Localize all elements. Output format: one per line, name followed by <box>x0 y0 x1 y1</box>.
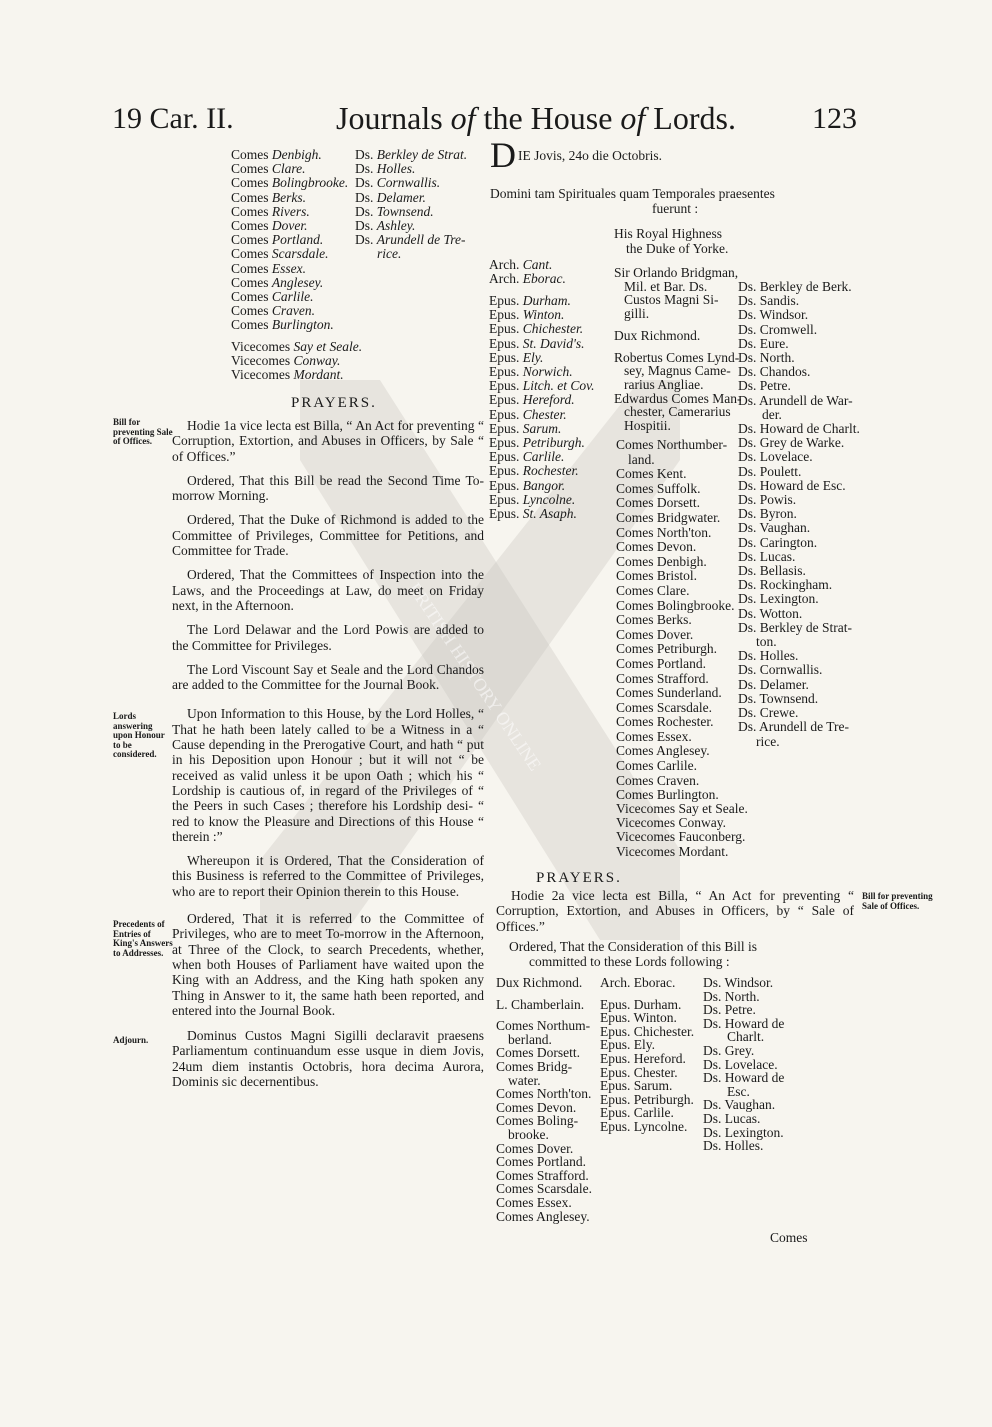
prayers-heading-right: PRAYERS. <box>536 870 622 886</box>
barons-list: Ds. Berkley de Berk. Ds. Sandis. Ds. Windsor. Ds. Cromwell. Ds. Eure. Ds. North. Ds. Chandos. Ds. Petre. Ds. Arundell de War- der. Ds. Howard de Charlt. Ds. Grey de Warke. Ds. Lovelace. Ds. Poulett. Ds. Howard de Esc. Ds. Powis. Ds. Byron. Ds. Vaughan. Ds. Carington. Ds. Lucas. Ds. Bellasis. Ds. Rockingham. Ds. Lexington. Ds. Wotton. Ds. Berkley de Strat- ton. Ds. Holles. Ds. Cornwallis. Ds. Delamer. Ds. Townsend. Ds. Crewe. Ds. Arundell de Tre- rice. <box>738 279 860 749</box>
list-item: Comes Essex. <box>231 260 307 276</box>
list-item: Epus. Hereford. <box>489 392 575 408</box>
list-item: Epus. Carlile. <box>489 449 565 465</box>
prayers-heading: PRAYERS. <box>291 395 377 411</box>
list-item: Epus. St. David's. <box>489 335 585 351</box>
list-item: rice. <box>377 246 402 262</box>
ordered-line: Ordered, That the Consideration of this Bill is committed to these Lords following : <box>509 939 757 969</box>
right-vicecomites-list: Vicecomes Say et Seale. Vicecomes Conway. Vicecomes Fauconberg. Vicecomes Mordant. <box>616 801 748 859</box>
list-item: Comes Denbigh. <box>231 147 322 162</box>
list-item: Comes Portland. <box>231 232 324 248</box>
list-item: Comes Rivers. <box>231 203 310 219</box>
right-comites-list: Comes Northumber- land. Comes Kent. Comes Suffolk. Comes Dorsett. Comes Bridgwater. Comes North'ton. Comes Devon. Comes Denbigh. Comes Bristol. Comes Clare. Comes Bolingbrooke. Comes Berks. Comes Dover. Comes Petriburgh. Comes Portland. Comes Strafford. Comes Sunderland. Comes Scarsdale. Comes Rochester. Comes Essex. Comes Anglesey. Comes Carlile. Comes Craven. Comes Burlington. <box>616 437 735 803</box>
domini-line: Domini tam Spirituales quam Temporales praesentes fuerunt : <box>490 186 775 216</box>
committee-col-3: Ds. Windsor. Ds. North. Ds. Petre. Ds. Howard de Charlt. Ds. Grey. Ds. Lovelace. Ds. Howard de Esc. Ds. Vaughan. Ds. Lucas. Ds. Lexington. Ds. Holles. <box>703 975 785 1154</box>
list-item: Arch. Cant. <box>489 257 553 272</box>
paragraph: Ordered, That this Bill be read the Second Time To-morrow Morning. <box>172 472 484 504</box>
list-item: Epus. Ely. <box>489 349 544 365</box>
running-head-title: Journals of the House of Lords. <box>336 100 736 136</box>
left-domini-list <box>355 148 467 262</box>
list-item: Epus. Durham. <box>489 293 571 308</box>
list-item: Comes Craven. <box>231 303 316 319</box>
margin-note-adjourn: Adjourn. <box>113 1035 149 1045</box>
list-item: Epus. Norwich. <box>489 364 573 380</box>
list-item: Comes Clare. <box>231 161 306 177</box>
list-item: Ds. Holles. <box>355 161 416 177</box>
list-item: Epus. Litch. et Cov. <box>489 378 595 394</box>
list-item: Epus. Bangor. <box>489 477 566 493</box>
royal-highness: His Royal Highness the Duke of Yorke. <box>614 226 729 256</box>
running-head-left: 19 Car. II. <box>112 102 234 135</box>
list-item: Epus. Lyncolne. <box>489 491 576 507</box>
list-item: Epus. Chester. <box>489 406 567 422</box>
paragraph: Ordered, That it is referred to the Committee of Privileges, who are to meet To-morrow in the Afternoon, at Three of the Clock, to search Precedents, whether, when both Houses of Parliament have waited upon the King with an Address, and the King hath spoken any Thing in Answer to it, the same hath been reported, and entered into the Journal Book. <box>172 911 484 1018</box>
left-body-text <box>172 418 484 1098</box>
margin-note-bill: Bill for preventing Sale of Offices. <box>113 417 173 446</box>
paragraph: Ordered, That the Committees of Inspection into the Laws, and the Proceedings at Law, do meet on Friday next, in the Afternoon. <box>172 567 484 613</box>
paragraph: Ordered, That the Duke of Richmond is added to the Committee of Privileges, Committee for Petitions, and Committee for Trade. <box>172 512 484 559</box>
committee-col-1: Dux Richmond. L. Chamberlain. Comes Northum- berland. Comes Dorsett. Comes Bridg- water. Comes North'ton. Comes Devon. Comes Boling- brooke. Comes Dover. Comes Portland. Comes Strafford. Comes Scarsdale. Comes Essex. Comes Anglesey. <box>496 975 592 1224</box>
list-item: Vicecomes Say et Seale. <box>231 339 363 354</box>
list-item: Vicecomes Mordant. <box>231 367 344 383</box>
list-item: Comes Carlile. <box>231 289 314 305</box>
list-item: Arch. Eborac. <box>489 271 566 287</box>
paragraph: Whereupon it is Ordered, That the Consideration of this Business is referred to the Committee of Privileges, who are to report their Opinion therein to this House. <box>172 853 484 899</box>
margin-note-bill-right: Bill for preventing Sale of Offices. <box>862 891 933 911</box>
paragraph: The Lord Delawar and the Lord Powis are added to the Committee for Privileges. <box>172 622 484 653</box>
paragraph: Dominus Custos Magni Sigilli declaravit praesens Parliamentum continuandum esse usque in diem Jovis, 24um diem instantis Octobris, hora decima Aurora, Dominis sic decernentibus. <box>172 1028 484 1089</box>
list-item: Ds. Arundell de Tre- <box>355 232 466 248</box>
list-item: Ds. Ashley. <box>355 218 416 234</box>
list-item: Comes Scarsdale. <box>231 246 329 262</box>
list-item: Epus. Petriburgh. <box>489 435 585 451</box>
list-item: Epus. Winton. <box>489 307 565 323</box>
list-item: Ds. Delamer. <box>355 189 426 205</box>
list-item: Comes Burlington. <box>231 317 334 333</box>
list-item: Comes Bolingbrooke. <box>231 175 349 191</box>
bishops-list <box>489 294 595 521</box>
catchword: Comes <box>770 1230 808 1245</box>
list-item: Comes Dover. <box>231 218 308 234</box>
left-vicecomites-list <box>231 340 362 383</box>
date-line: DIE Jovis, 24o die Octobris. <box>490 135 662 175</box>
list-item: Ds. Cornwallis. <box>355 175 441 191</box>
left-comites-list <box>231 148 348 333</box>
list-item: Vicecomes Conway. <box>231 353 341 369</box>
list-item: Ds. Townsend. <box>355 203 434 219</box>
page-number: 123 <box>812 102 857 135</box>
dropcap: D <box>490 135 516 175</box>
paragraph: The Lord Viscount Say et Seale and the Lord Chandos are added to the Committee for the Journal Book. <box>172 661 484 693</box>
list-item: Epus. Sarum. <box>489 420 562 436</box>
margin-note-lords: Lords answering upon Honour to be considered. <box>113 711 165 759</box>
list-item: Epus. St. Asaph. <box>489 506 577 522</box>
paragraph: Hodie 1a vice lecta est Billa, “ An Act for preventing “ Corruption, Extortion, and Abuses in Officers, by Sale “ of Offices.” <box>172 418 484 464</box>
list-item: Comes Berks. <box>231 189 307 205</box>
list-item: Comes Anglesey. <box>231 274 324 290</box>
paragraph: Upon Information to this House, by the Lord Holles, “ That he hath been lately called to be a Witness in a “ Cause depending in the Prerogative Court, and hath “ put in his Deposition upon Honour ; but it will not “ be received as valid unless it be upon Oath ; which his “ Lordship is cautious of, in regard of the Privileges of “ the Peers in such Cases ; therefore his Lordship desi- “ red to know the Pleasure and Directions of this House “ therein :” <box>172 706 484 844</box>
list-item: Ds. Berkley de Strat. <box>355 147 468 162</box>
svg-text:BRITISH HISTORY ONLINE: BRITISH HISTORY ONLINE <box>404 579 546 775</box>
margin-note-precedents: Precedents of Entries of King's Answers to Addresses. <box>113 919 173 958</box>
list-item: Epus. Rochester. <box>489 463 579 479</box>
archbishops-list <box>489 258 566 286</box>
list-item: Epus. Chichester. <box>489 321 584 337</box>
officers-list: Sir Orlando Bridgman, Mil. et Bar. Ds. Custos Magni Si- gilli. Dux Richmond. Robertus Comes Lynd- sey, Magnus Came- rarius Angliae. Edwardus Comes Man- chester, Camerarius Hospitii. <box>614 265 742 434</box>
committee-col-2: Arch. Eborac. Epus. Durham. Epus. Winton. Epus. Chichester. Epus. Ely. Epus. Hereford. Epus. Chester. Epus. Sarum. Epus. Petriburgh. Epus. Carlile. Epus. Lyncolne. <box>600 975 695 1134</box>
right-bill-paragraph: Hodie 2a vice lecta est Billa, “ An Act for preventing “ Corruption, Extortion, and Abuses in Officers, by “ Sale of Offices.” <box>496 888 854 934</box>
